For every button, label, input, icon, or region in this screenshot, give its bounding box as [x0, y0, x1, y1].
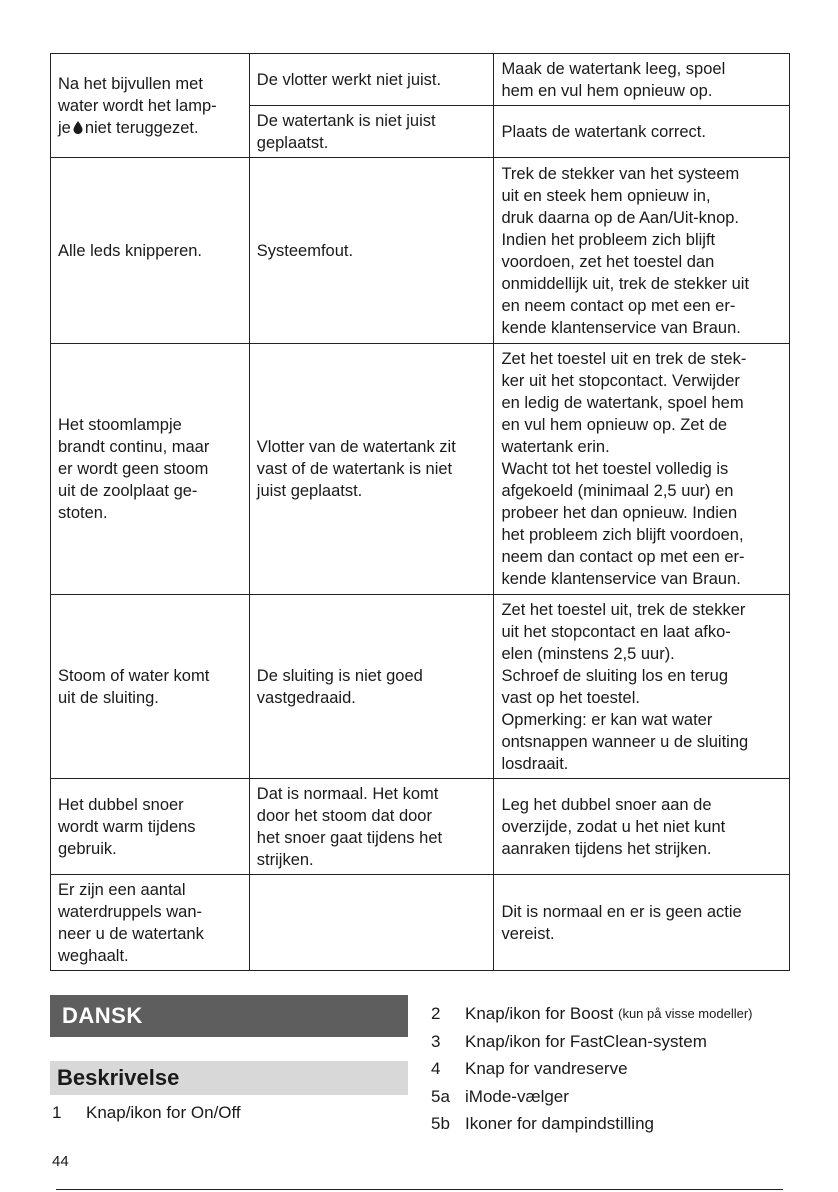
item-label: Knap/ikon for On/Off [86, 1103, 241, 1122]
item-number: 5a [431, 1086, 450, 1106]
description-list-left [52, 1099, 241, 1127]
water-drop-icon [73, 121, 83, 134]
item-label: Ikoner for dampindstilling [465, 1114, 654, 1133]
list-item [52, 1099, 241, 1127]
troubleshooting-table [50, 53, 790, 971]
cause-cell [249, 875, 494, 971]
problem-cell: Alle leds knipperen. [51, 158, 250, 344]
problem-cell: Stoom of water komt uit de sluiting. [51, 595, 250, 779]
solution-cell: Zet het toestel uit en trek de stek- ker uit het stopcontact. Verwijder en ledig de watertank, spoel hem en vul hem opnieuw op. Zet de watertank erin. Wacht tot het toestel volledig is afgekoeld (minimaal 2,5 uur) en probeer het dan opnieuw. Indien het probleem zich blijft voordoen, neem dan contact op met een er- kende klantenservice van Braun. [494, 344, 790, 595]
cause-cell: Dat is normaal. Het komt door het stoom dat door het snoer gaat tijdens het strijken. [249, 779, 494, 875]
list-item [431, 1000, 753, 1028]
problem-cell: Het dubbel snoer wordt warm tijdens gebruik. [51, 779, 250, 875]
item-label: iMode-vælger [465, 1086, 569, 1106]
list-item [431, 1028, 753, 1056]
table-row [51, 344, 790, 595]
item-label: Knap/ikon for FastClean-system [465, 1031, 707, 1051]
solution-cell: Plaats de watertank correct. [494, 106, 790, 158]
list-item [431, 1110, 753, 1138]
table-row [51, 875, 790, 971]
problem-text: Na het bijvullen met water wordt het lamp- je [58, 74, 217, 137]
problem-cell: Het stoomlampje brandt continu, maar er wordt geen stoom uit de zoolplaat ge- stoten. [51, 344, 250, 595]
item-note: (kun på visse modeller) [618, 1006, 753, 1021]
description-list-right [431, 1000, 753, 1138]
cause-cell: Systeemfout. [249, 158, 494, 344]
item-number: 4 [431, 1059, 441, 1078]
item-number: 1 [52, 1103, 62, 1122]
footer-divider [56, 1189, 783, 1190]
cause-cell: De watertank is niet juist geplaatst. [249, 106, 494, 158]
list-item [431, 1055, 753, 1083]
section-subheading: Beskrivelse [50, 1061, 408, 1095]
item-label: Knap for vandreserve [465, 1059, 628, 1078]
solution-cell: Zet het toestel uit, trek de stekker uit het stopcontact en laat afko- elen (minstens 2,5 uur). Schroef de sluiting los en terug vast op het toestel. Opmerking: er kan wat water ontsnappen wanneer u de sluiting losdraait. [494, 595, 790, 779]
solution-cell: Dit is normaal en er is geen actie vereist. [494, 875, 790, 971]
page-number: 44 [52, 1153, 69, 1170]
table-row [51, 595, 790, 779]
table-row [51, 158, 790, 344]
solution-cell: Leg het dubbel snoer aan de overzijde, zodat u het niet kunt aanraken tijdens het strijken. [494, 779, 790, 875]
list-item [431, 1083, 753, 1111]
cause-cell: De vlotter werkt niet juist. [249, 54, 494, 106]
problem-cell: Er zijn een aantal waterdruppels wan- neer u de watertank weghaalt. [51, 875, 250, 971]
problem-cell [51, 54, 250, 158]
problem-text: niet teruggezet. [84, 118, 199, 137]
item-number: 5b [431, 1114, 450, 1133]
cause-cell: De sluiting is niet goed vastgedraaid. [249, 595, 494, 779]
table-row [51, 779, 790, 875]
table-row [51, 54, 790, 106]
solution-cell: Maak de watertank leeg, spoel hem en vul hem opnieuw op. [494, 54, 790, 106]
item-number: 2 [431, 1004, 441, 1023]
solution-cell: Trek de stekker van het systeem uit en steek hem opnieuw in, druk daarna op de Aan/Uit-knop. Indien het probleem zich blijft voordoen, zet het toestel dan onmiddellijk uit, trek de stekker uit en neem contact op met een er- kende klantenservice van Braun. [494, 158, 790, 344]
item-number: 3 [431, 1031, 441, 1051]
cause-cell: Vlotter van de watertank zit vast of de watertank is niet juist geplaatst. [249, 344, 494, 595]
language-heading: DANSK [50, 995, 408, 1037]
item-label: Knap/ikon for Boost [465, 1004, 614, 1023]
